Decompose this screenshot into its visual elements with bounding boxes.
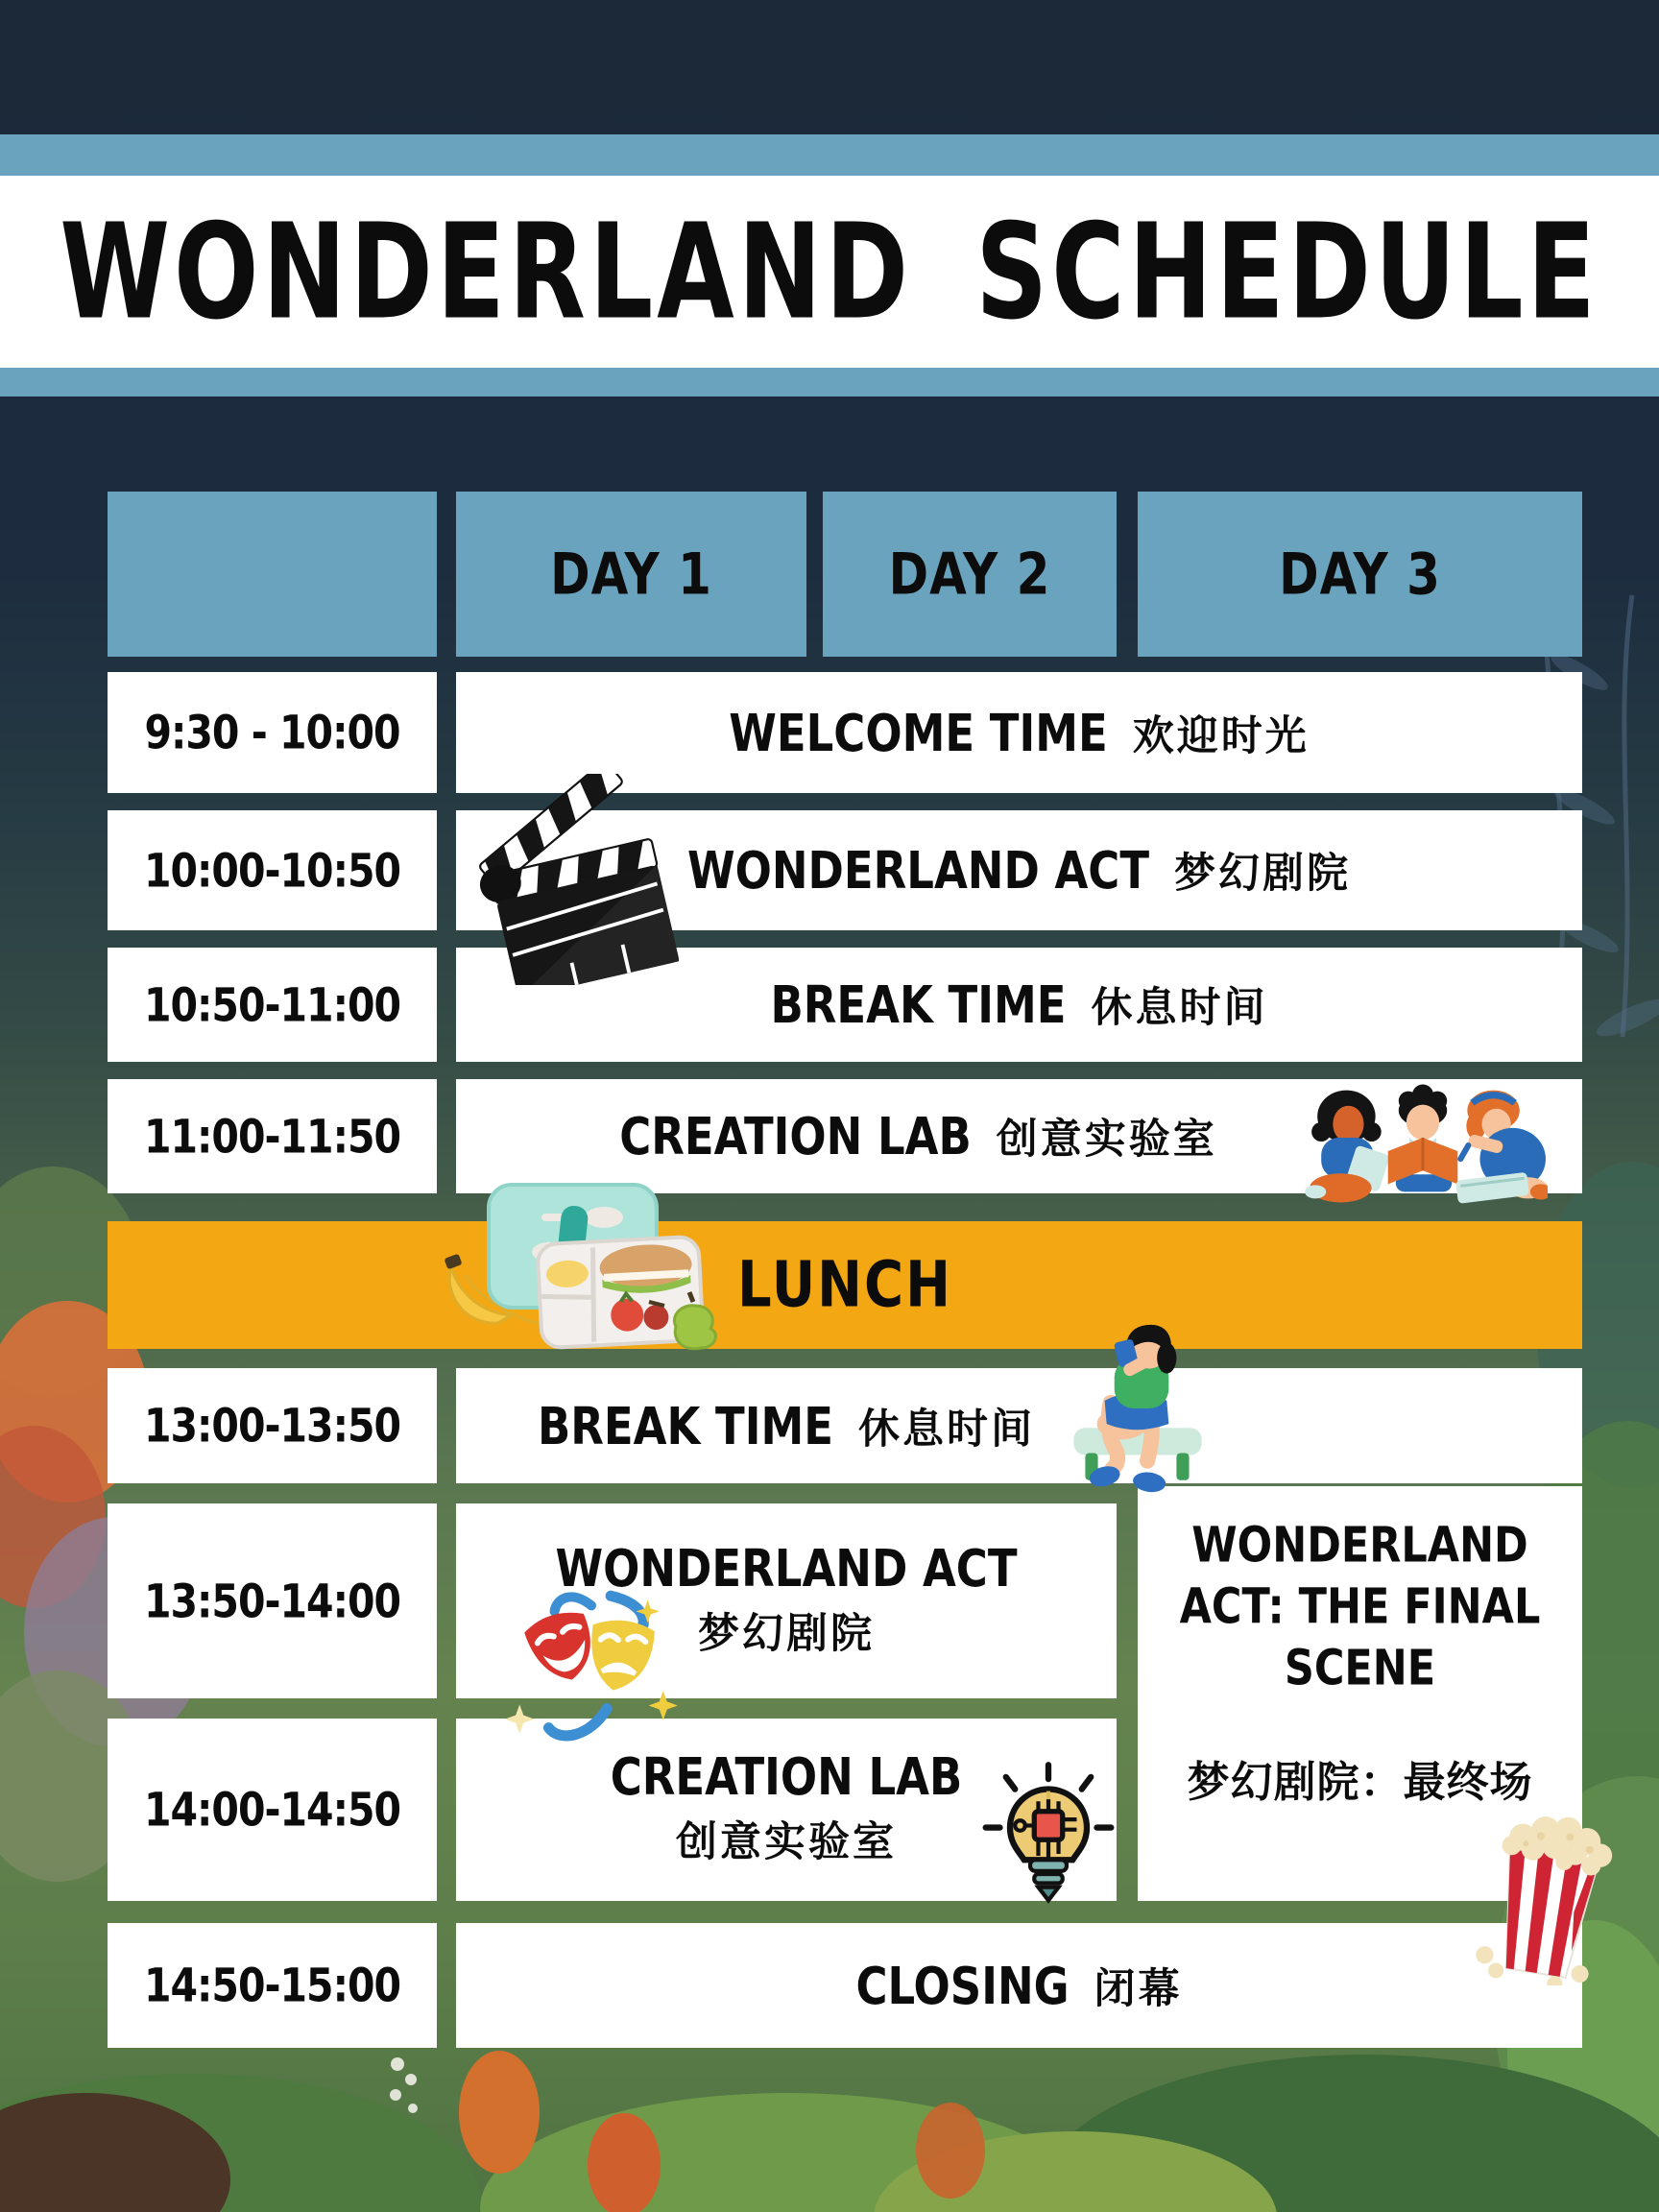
day1-label: DAY 1 [550,541,712,608]
kids-reading-icon [1296,1081,1548,1208]
finale-line-2: ACT: THE FINAL [1179,1578,1541,1636]
event-label-en: WELCOME TIME [729,702,1108,763]
event-label-zh: 创意实验室 [996,1116,1217,1164]
event-label-zh: 梦幻剧院 [1174,850,1352,898]
event-label-zh: 欢迎时光 [1132,711,1310,760]
header-cell-day3 [1138,492,1582,657]
time-cell: 13:50-14:00 [108,1503,437,1698]
finale-label-zh: 梦幻剧院：最终场 [1187,1758,1533,1807]
event-label-zh: 休息时间 [1091,984,1268,1032]
time-cell: 10:50-11:00 [108,948,437,1062]
theater-masks-icon [502,1582,686,1747]
lunchbox-icon [406,1179,725,1354]
bottom-accent-bar [0,368,1659,397]
event-label-zh: 梦幻剧院 [698,1609,875,1658]
event-label-en: WONDERLAND ACT [686,840,1150,901]
event-label-en: BREAK TIME [770,974,1067,1035]
time-cell: 9:30 - 10:00 [108,672,437,793]
lunch-bar [108,1221,1582,1349]
page-title: WONDERLAND SCHEDULE [60,194,1599,349]
lightbulb-chip-icon [975,1759,1121,1912]
title-banner [0,176,1659,368]
header-cell-day2 [823,492,1117,657]
day3-label: DAY 3 [1279,541,1441,608]
header-cell-blank [108,492,437,657]
header-cell-day1 [456,492,806,657]
time-cell: 11:00-11:50 [108,1079,437,1193]
event-label-en: WONDERLAND ACT [555,1537,1018,1599]
clapperboard-icon [472,774,679,985]
event-label-en: BREAK TIME [537,1395,833,1456]
time-cell: 10:00-10:50 [108,810,437,930]
event-label-en: CLOSING [855,1955,1070,2016]
kid-drinking-icon [1066,1315,1212,1500]
time-cell: 14:00-14:50 [108,1719,437,1901]
event-label-en: CREATION LAB [610,1746,963,1807]
finale-line-1: WONDERLAND [1191,1517,1528,1575]
top-accent-bar [0,134,1659,176]
finale-line-3: SCENE [1284,1640,1436,1697]
event-label-zh: 创意实验室 [676,1818,897,1866]
time-cell: 13:00-13:50 [108,1368,437,1483]
event-label-en: CREATION LAB [619,1106,972,1166]
time-cell: 14:50-15:00 [108,1923,437,2048]
event-label-zh: 休息时间 [858,1405,1035,1454]
event-cell [456,1368,1582,1483]
day2-label: DAY 2 [888,541,1051,608]
event-cell [456,1923,1582,2048]
lunch-label: LUNCH [737,1248,952,1322]
popcorn-icon [1475,1791,1621,1985]
event-label-zh: 闭幕 [1094,1964,1183,2013]
